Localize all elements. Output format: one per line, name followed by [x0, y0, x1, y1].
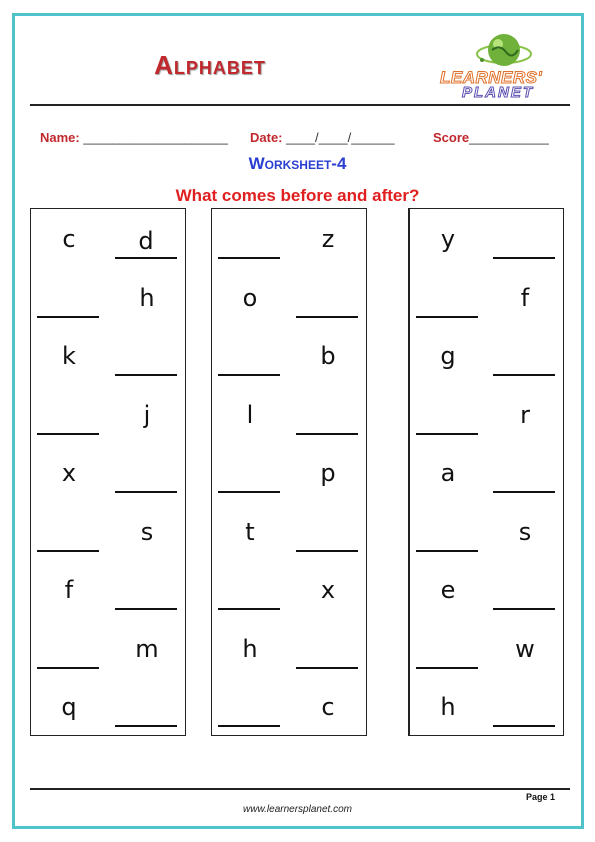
footer-divider	[30, 788, 570, 790]
given-letter: r	[520, 400, 530, 429]
name-field[interactable]	[40, 130, 228, 145]
exercise-column-1	[30, 208, 186, 736]
score-field[interactable]	[433, 130, 549, 145]
exercise-row	[212, 574, 366, 614]
given-letter: f	[520, 283, 530, 312]
answer-blank[interactable]	[218, 608, 280, 610]
date-line: ____/____/______	[286, 130, 395, 145]
website-url: www.learnersplanet.com	[243, 804, 352, 815]
answer-blank[interactable]	[115, 374, 177, 376]
instruction-text: What comes before and after?	[175, 186, 420, 205]
exercise-row	[31, 691, 185, 731]
answer-blank[interactable]	[296, 550, 358, 552]
logo-text-bottom: PLANET	[462, 84, 534, 101]
answer-blank[interactable]	[37, 433, 99, 435]
given-letter: k	[62, 342, 76, 370]
exercise-row	[31, 457, 185, 497]
given-letter: h	[139, 283, 155, 312]
exercise-row	[31, 340, 185, 380]
exercise-row	[212, 399, 366, 439]
given-letter: h	[242, 634, 258, 663]
exercise-column-2	[211, 208, 367, 736]
answer-blank[interactable]	[493, 257, 555, 259]
exercise-column-3	[408, 208, 564, 736]
exercise-row	[410, 457, 563, 497]
given-letter: x	[320, 576, 336, 604]
given-letter: q	[61, 693, 77, 721]
exercise-row	[410, 282, 563, 322]
exercise-row	[212, 633, 366, 673]
answer-blank[interactable]	[296, 667, 358, 669]
given-letter: l	[246, 400, 254, 429]
exercise-row	[31, 574, 185, 614]
worksheet-label: Worksheet-4	[248, 154, 347, 173]
answer-blank[interactable]	[493, 608, 555, 610]
given-letter: g	[440, 342, 456, 370]
given-letter: p	[320, 459, 336, 487]
student-info-row	[40, 130, 560, 148]
given-letter: a	[440, 459, 456, 487]
globe-icon	[476, 32, 532, 72]
page-title: Alphabet	[154, 50, 266, 80]
given-letter: b	[320, 342, 336, 370]
exercise-row	[212, 691, 366, 731]
example-answer: d	[138, 227, 154, 255]
answer-blank[interactable]	[416, 667, 478, 669]
answer-blank[interactable]	[37, 667, 99, 669]
name-line: ____________________	[83, 130, 228, 145]
answer-blank[interactable]	[296, 316, 358, 318]
answer-blank[interactable]	[416, 550, 478, 552]
exercise-row	[212, 282, 366, 322]
answer-blank[interactable]	[493, 374, 555, 376]
exercise-row	[31, 633, 185, 673]
date-label: Date:	[250, 130, 283, 145]
given-letter: h	[440, 693, 456, 721]
score-line: ___________	[469, 130, 549, 145]
exercise-row	[212, 340, 366, 380]
answer-blank[interactable]	[218, 491, 280, 493]
exercise-row	[31, 223, 185, 263]
given-letter: c	[321, 693, 335, 721]
exercise-row	[410, 223, 563, 263]
header-divider	[30, 104, 570, 106]
exercise-row	[410, 516, 563, 556]
exercise-row	[410, 691, 563, 731]
answer-blank[interactable]	[416, 433, 478, 435]
answer-blank[interactable]	[493, 725, 555, 727]
given-letter: x	[61, 459, 77, 487]
exercise-row	[31, 399, 185, 439]
answer-blank[interactable]	[115, 491, 177, 493]
answer-blank[interactable]	[37, 550, 99, 552]
exercise-row	[31, 282, 185, 322]
answer-blank[interactable]	[218, 257, 280, 259]
exercise-row	[212, 516, 366, 556]
exercise-row	[410, 633, 563, 673]
exercise-row	[410, 340, 563, 380]
given-letter: t	[245, 517, 255, 546]
answer-blank[interactable]	[416, 316, 478, 318]
answer-blank[interactable]	[218, 725, 280, 727]
given-letter: f	[64, 576, 74, 604]
given-letter: s	[518, 517, 532, 546]
date-field[interactable]	[250, 130, 395, 145]
exercise-row	[410, 574, 563, 614]
given-letter: o	[242, 283, 258, 312]
page-number: Page 1	[526, 792, 556, 802]
answer-blank[interactable]	[37, 316, 99, 318]
learners-planet-logo	[436, 30, 564, 102]
answer-blank[interactable]	[115, 725, 177, 727]
answer-blank[interactable]	[218, 374, 280, 376]
name-label: Name:	[40, 130, 80, 145]
given-letter: y	[440, 225, 456, 253]
exercise-row	[410, 399, 563, 439]
score-label: Score	[433, 130, 470, 145]
given-letter: m	[135, 634, 159, 663]
answer-blank[interactable]	[493, 491, 555, 493]
exercise-row	[212, 457, 366, 497]
given-letter: c	[62, 225, 76, 253]
given-letter: j	[143, 400, 151, 429]
given-letter: e	[440, 576, 456, 604]
exercise-row	[31, 516, 185, 556]
given-letter: s	[140, 517, 154, 546]
given-letter: z	[321, 225, 335, 253]
answer-blank[interactable]	[115, 608, 177, 610]
exercise-row	[212, 223, 366, 263]
answer-blank[interactable]	[296, 433, 358, 435]
answer-blank[interactable]	[115, 257, 177, 259]
given-letter: w	[515, 634, 535, 663]
logo-text-top: LEARNERS'	[440, 68, 543, 87]
